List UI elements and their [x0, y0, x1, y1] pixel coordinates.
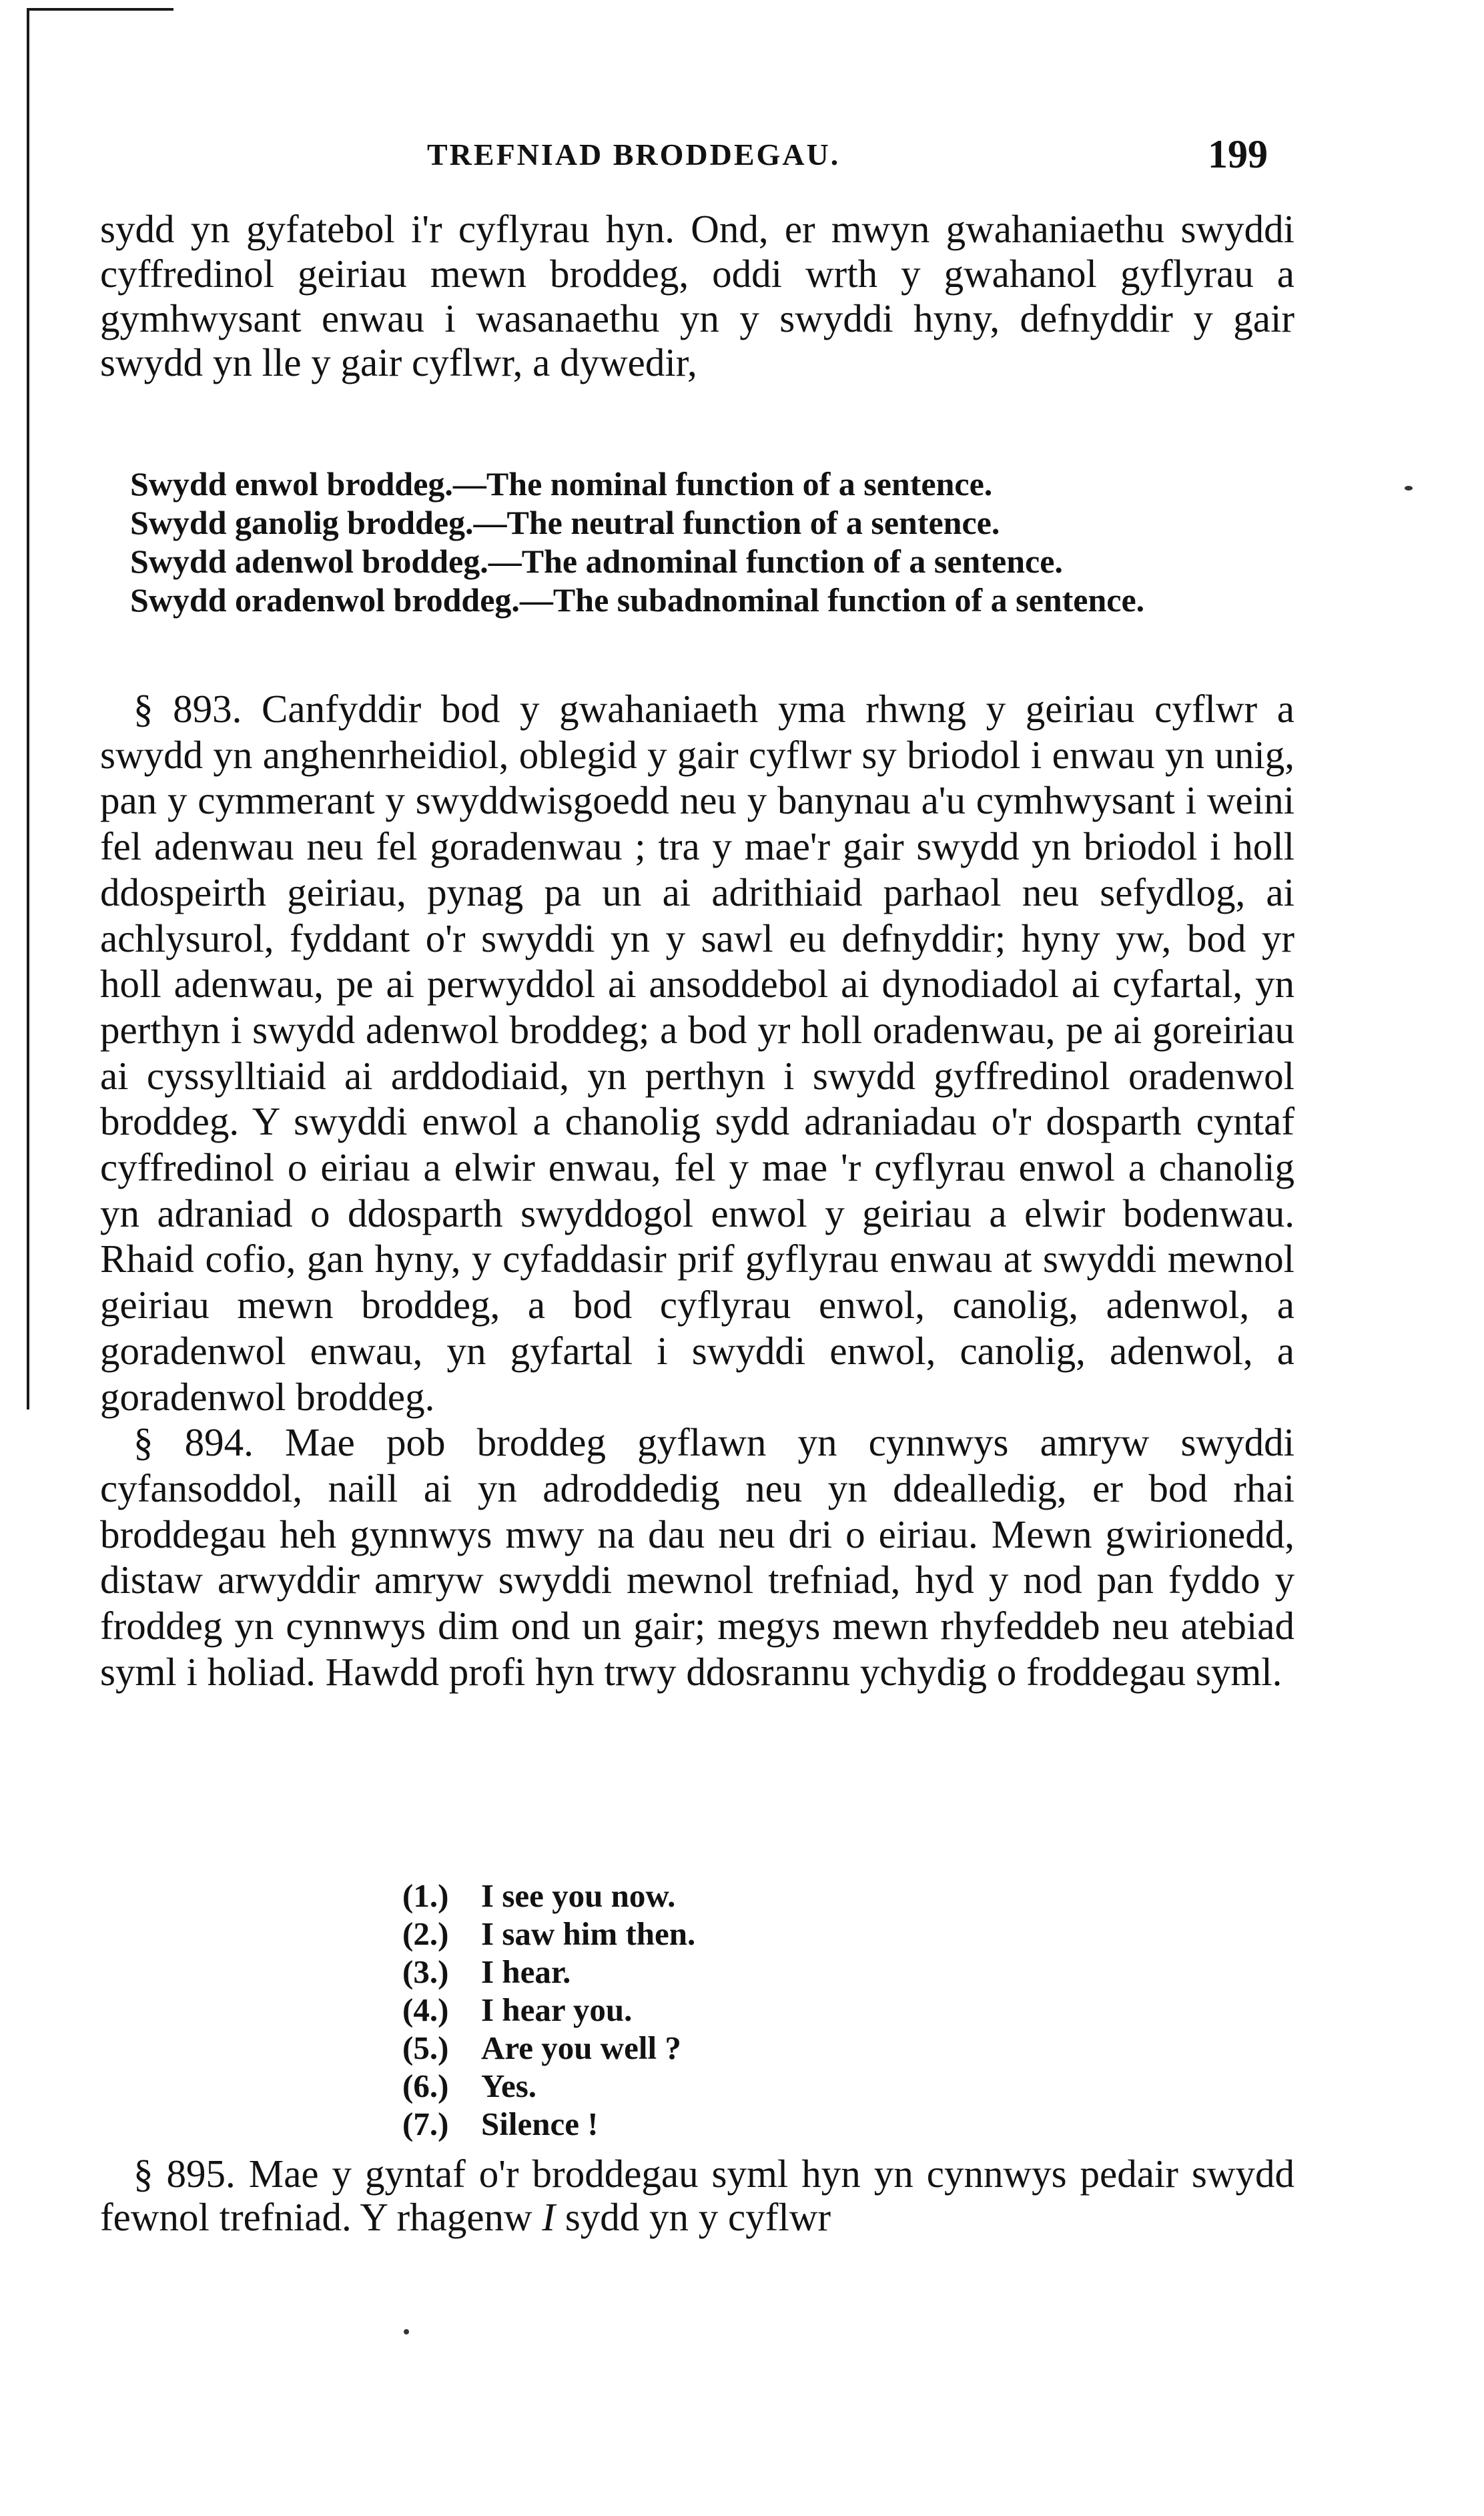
- section-895-tail: sydd yn y cyflwr: [555, 2195, 831, 2239]
- example-text: I saw him then.: [481, 1915, 696, 1952]
- scan-border-left: [27, 8, 29, 1409]
- section-893: § 893. Canfyddir bod y gwahaniaeth yma rhwng y geiriau cyflwr a swydd yn anghenrheidiol, oblegid y gair cyflwr sy briodol i enwau yn unig, pan y cymmerant y swyddwisgoedd neu y banynau a'u cymhwysant i weini fel adenwau neu fel goradenwau ; tra y mae'r gair swydd yn briodol i holl ddospeirth geiriau, pynag pa un ai adrithiaid parhaol neu sefydlog, ai achlysurol, fyddant o'r swyddi yn y sawl eu defnyddir; hyny yw, bod yr holl adenwau, pe ai perwyddol ai ansoddebol ai dynodiadol ai cyfartal, yn perthyn i swydd adenwol broddeg; a bod yr holl oradenwau, pe ai goreiriau ai cyssylltiaid ai arddodiaid, yn perthyn i swydd gyffredinol oradenwol broddeg. Y swyddi enwol a chanolig sydd adraniadau o'r dosparth cyntaf cyffredinol o eiriau a elwir enwau, fel y mae 'r cyflyrau enwol a chanolig yn adraniad o ddosparth swyddogol enwol y geiriau a elwir bodenwau. Rhaid cofio, gan hyny, y cyfaddasir prif gyflyrau enwau at swyddi mewnol geiriau mewn broddeg, a bod cyflyrau enwol, canolig, adenwol, a goradenwol enwau, yn gyfartal i swyddi enwol, canolig, adenwol, a goradenwol broddeg.: [100, 687, 1294, 1419]
- example-number: (3.): [402, 1953, 449, 1990]
- example-text: Silence !: [481, 2106, 599, 2142]
- example-text: Yes.: [481, 2068, 537, 2104]
- definitions-list: [100, 464, 1268, 619]
- section-895: [100, 2152, 1294, 2239]
- example-text: I see you now.: [481, 1877, 676, 1914]
- example-number: (7.): [402, 2106, 449, 2142]
- section-895-text: § 895. Mae y gyntaf o'r broddegau syml hyn yn cynnwys pedair swydd fewnol trefniad. Y rhagenw: [100, 2152, 1294, 2239]
- example-number: (1.): [402, 1877, 449, 1914]
- example-item: [402, 2067, 695, 2105]
- example-text: I hear.: [481, 1953, 571, 1990]
- running-head: TREFNIAD BRODDEGAU.: [427, 137, 841, 172]
- scan-speck: [404, 2329, 409, 2334]
- definition-item: Swydd adenwol broddeg.—The adnominal function of a sentence.: [130, 543, 1063, 580]
- example-number: (6.): [402, 2068, 449, 2104]
- definition-item: Swydd ganolig broddeg.—The neutral function of a sentence.: [130, 504, 1000, 541]
- example-number: (4.): [402, 1991, 449, 2028]
- example-text: Are you well ?: [481, 2029, 681, 2066]
- scan-border-top: [27, 8, 173, 11]
- example-item: [402, 1953, 695, 1991]
- definition-item: Swydd enwol broddeg.—The nominal function of a sentence.: [130, 465, 993, 503]
- example-number: (2.): [402, 1915, 449, 1952]
- opening-paragraph: [100, 207, 1294, 385]
- example-number: (5.): [402, 2029, 449, 2066]
- example-item: [402, 1991, 695, 2029]
- example-list: [402, 1877, 695, 2143]
- italic-pronoun: I: [542, 2195, 556, 2239]
- example-text: I hear you.: [481, 1991, 633, 2028]
- example-item: [402, 1915, 695, 1953]
- scan-speck: [1405, 486, 1413, 491]
- opening-text: sydd yn gyfatebol i'r cyflyrau hyn. Ond, er mwyn gwahaniaethu swyddi cyffredinol geiriau mewn broddeg, oddi wrth y gwahanol gyflyrau a gymhwysant enwau i wasanaethu yn y swyddi hyny, defnyddir y gair swydd yn lle y gair cyflwr, a dywedir,: [100, 207, 1294, 385]
- sections-block: [100, 686, 1294, 1694]
- definition-item: Swydd oradenwol broddeg.—The subadnominal function of a sentence.: [130, 581, 1145, 619]
- section-895-block: [100, 2152, 1294, 2239]
- page-header: [100, 132, 1294, 184]
- example-item: [402, 1877, 695, 1915]
- example-item: [402, 2105, 695, 2143]
- section-894: § 894. Mae pob broddeg gyflawn yn cynnwys amryw swyddi cyfansoddol, naill ai yn adroddedig neu yn ddealledig, er bod rhai broddegau heh gynnwys mwy na dau neu dri o eiriau. Mewn gwirionedd, distaw arwyddir amryw swyddi mewnol trefniad, hyd y nod pan fyddo y froddeg yn cynnwys dim ond un gair; megys mewn rhyfeddeb neu atebiad syml i holiad. Hawdd profi hyn trwy ddosrannu ychydig o froddegau syml.: [100, 1420, 1294, 1694]
- page-number: 199: [1208, 132, 1268, 176]
- example-item: [402, 2029, 695, 2067]
